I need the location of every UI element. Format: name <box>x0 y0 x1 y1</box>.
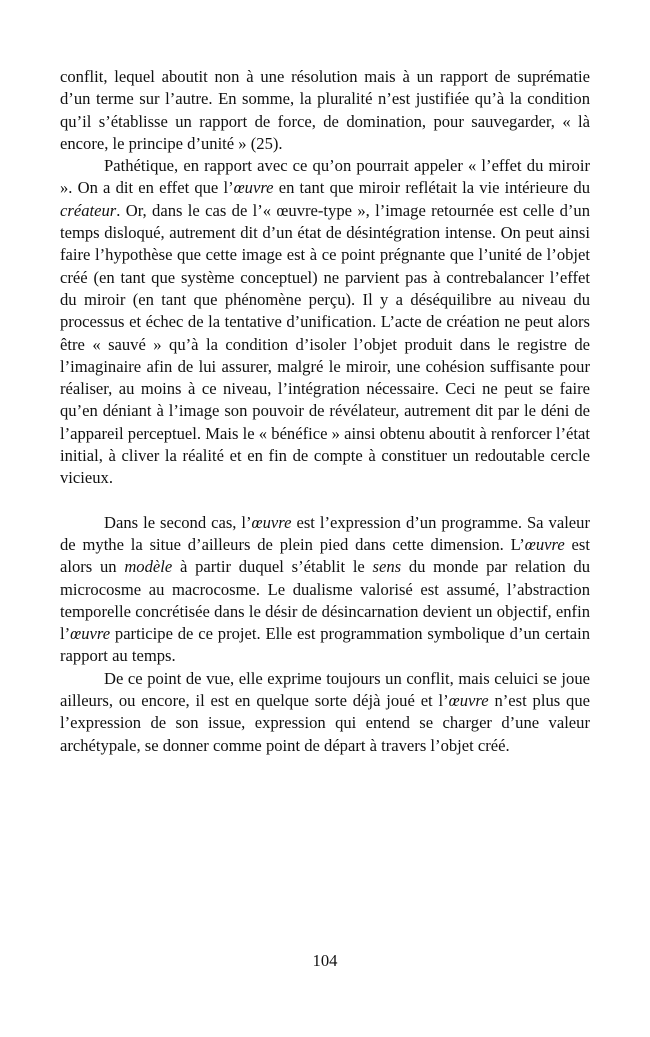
italic-term: œuvre <box>70 624 111 644</box>
text-run: Dans le second cas, l’ <box>104 512 252 532</box>
text-run: conflit, lequel aboutit non à une résolution mais à un rapport de suprématie d’un terme sur l’autre. En somme, la pluralité n’est justifiée qu’à la condition qu’il s’établisse un rapport de force, de domination, pour sauvegarder, « là encore, le principe d’unité » (25). <box>60 67 590 153</box>
italic-term: œuvre <box>251 512 292 532</box>
text-run: participe de ce projet. Elle est programmation symbolique d’un certain rapport au temps. <box>60 624 590 666</box>
italic-term: modèle <box>124 557 173 577</box>
text-run: n’est plus que l’expression de son issue, expression qui entend se charger d’une valeur archétypale, se donner comme point de départ à travers l’objet créé. <box>60 691 591 755</box>
body-paragraph-p1 <box>60 66 590 155</box>
text-run: à partir duquel s’établit le <box>172 557 373 577</box>
italic-term: œuvre <box>233 178 274 198</box>
body-paragraph-p2 <box>60 155 590 489</box>
body-paragraph-p3 <box>60 512 590 668</box>
page-body <box>60 66 590 757</box>
text-run: Pathétique, en rapport avec ce qu’on pourrait appeler « l’effet du miroir ». On a dit en effet que l’ <box>60 156 590 198</box>
text-run: De ce point de vue, elle exprime toujours un conflit, mais celuici se joue ailleurs, ou encore, il est en quelque sorte déjà joué et l’ <box>60 668 590 711</box>
text-run: en tant que miroir reflétait la vie intérieure du <box>273 178 590 198</box>
italic-term: œuvre <box>448 691 489 711</box>
text-run: est l’expression d’un programme. Sa valeur de mythe la situe d’ailleurs de plein pied dans cette dimension. L’ <box>60 512 590 554</box>
text-run: est alors un <box>60 534 590 577</box>
body-paragraph-p4 <box>60 668 590 757</box>
text-run: du monde par relation du microcosme au macrocosme. Le dualisme valorisé est assumé, l’abstraction temporelle concrétisée dans le désir de désincarnation devient un objectif, enfin l’ <box>60 557 591 644</box>
italic-term: sens <box>372 557 402 577</box>
text-run: . Or, dans le cas de l’« œuvre-type », l’image retournée est celle d’un temps disloqué, autrement dit d’un état de désintégration intense. On peut ainsi faire l’hypothèse que cette image est à ce point prégnante que l’unité de l’objet créé (en tant que système conceptuel) ne parvient pas à contrebalancer l’effet du miroir (en tant que phénomène perçu). Il y a déséquilibre au niveau du processus et échec de la tentative d’unification. L’acte de création ne peut alors être « sauvé » qu’à la condition d’isoler l’objet produit dans le registre de l’imaginaire afin de lui assurer, malgré le miroir, une cohésion suffisante pour réaliser, au moins à ce niveau, l’intégration nécessaire. Ceci ne peut se faire qu’en déniant à l’image son pouvoir de révélateur, autrement dit par le déni de l’appareil perceptuel. Mais le « bénéfice » ainsi obtenu aboutit à renforcer l’état initial, à cliver la réalité et en fin de compte à constituer un redoutable cercle vicieux. <box>60 200 590 488</box>
page-number: 104 <box>312 951 338 970</box>
italic-term: créateur <box>60 200 117 220</box>
italic-term: œuvre <box>524 534 565 554</box>
